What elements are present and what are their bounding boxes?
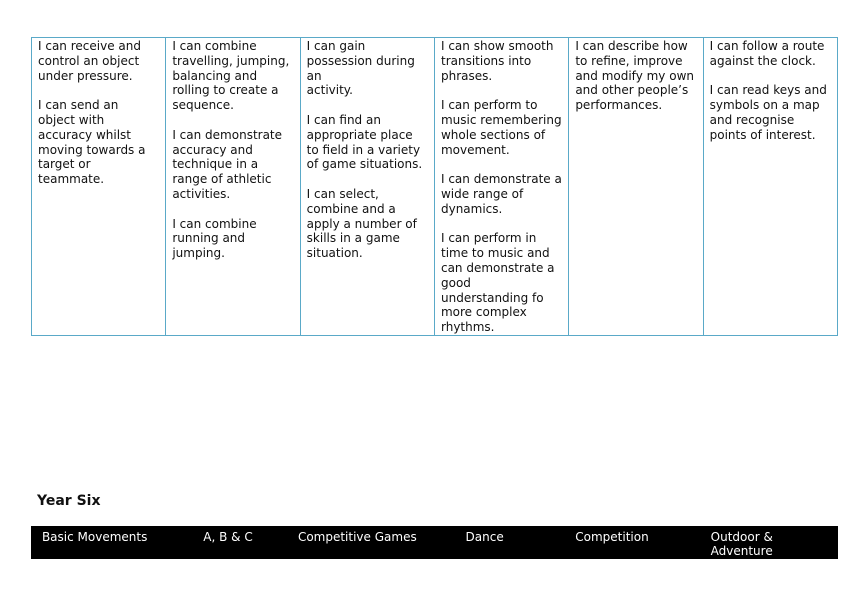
outcome-statement: I can demonstrate accuracy and technique in a range of athletic activities. bbox=[172, 127, 283, 201]
subject-header-bar bbox=[31, 526, 838, 559]
outcome-statement: I can combine travelling, jumping, balancing and rolling to create a sequence. bbox=[172, 39, 290, 113]
outcome-statement: I can gain possession during an activity. bbox=[306, 39, 415, 98]
header-dance: Dance bbox=[465, 530, 504, 544]
outcome-statement: I can show smooth transitions into phrases. bbox=[440, 39, 554, 83]
header-competitive-games: Competitive Games bbox=[297, 530, 417, 544]
header-outdoor-adventure: Outdoor & Adventure bbox=[710, 530, 773, 558]
header-abc: A, B & C bbox=[203, 530, 253, 544]
outcome-statement: I can combine running and jumping. bbox=[172, 216, 257, 261]
table-row bbox=[32, 38, 838, 336]
outcome-statement: I can perform to music remembering whole sections of movement. bbox=[440, 98, 562, 157]
cell-competition bbox=[569, 38, 703, 336]
cell-abc bbox=[166, 38, 300, 336]
outcome-statement: I can receive and control an object under pressure. bbox=[38, 39, 141, 83]
outcome-statement: I can describe how to refine, improve and modify my own and other people’s performances. bbox=[575, 39, 694, 113]
outcome-statement: I can read keys and symbols on a map and recognise points of interest. bbox=[709, 83, 827, 142]
outcome-statement: I can send an object with accuracy whilst moving towards a target or teammate. bbox=[38, 98, 146, 187]
outcome-statement: I can follow a route against the clock. bbox=[709, 39, 825, 68]
header-basic-movements: Basic Movements bbox=[41, 530, 148, 544]
outcome-statement: I can demonstrate a wide range of dynamics. bbox=[440, 172, 562, 216]
outcome-statement: I can find an appropriate place to field in a variety of game situations. bbox=[306, 112, 423, 172]
cell-competitive-games bbox=[300, 38, 434, 336]
section-title: Year Six bbox=[37, 493, 101, 509]
outcome-statement: I can select, combine and a apply a number of skills in a game situation. bbox=[306, 186, 417, 261]
cell-outdoor-adventure bbox=[703, 38, 837, 336]
learning-outcomes-table bbox=[31, 37, 838, 336]
outcome-statement: I can perform in time to music and can demonstrate a good understanding fo more complex rhythms. bbox=[440, 231, 555, 335]
cell-basic-movements bbox=[32, 38, 166, 336]
header-competition: Competition bbox=[575, 530, 649, 544]
cell-dance bbox=[434, 38, 568, 336]
